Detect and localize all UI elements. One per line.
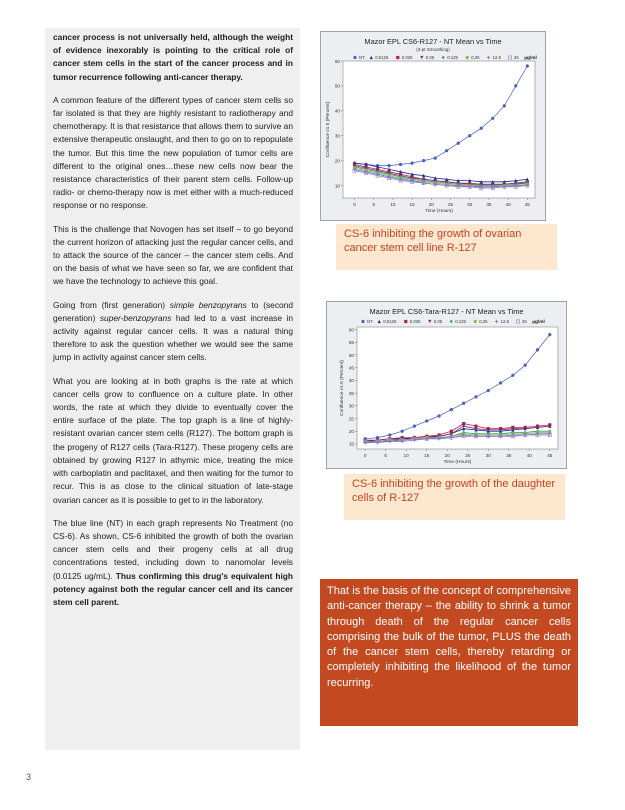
legend-marker: [370, 56, 373, 59]
y-tick-label: 45: [348, 365, 354, 371]
chart-tara-r127: [326, 301, 567, 469]
data-point: [524, 364, 527, 367]
data-point: [487, 389, 490, 392]
y-axis-label: Confluence v1.5 (Percent): [326, 101, 331, 158]
x-tick-label: 0: [353, 202, 356, 207]
y-tick-label: 25: [348, 416, 354, 422]
data-point: [491, 117, 494, 120]
legend-marker: [404, 320, 407, 323]
legend-marker: [353, 56, 356, 59]
legend-marker: [396, 56, 399, 59]
legend-label: 0.125: [455, 319, 466, 324]
data-point: [399, 163, 402, 166]
data-point: [413, 425, 416, 428]
y-tick-label: 15: [348, 441, 354, 447]
text-run: to (second generation): [53, 299, 293, 323]
plot-area: [343, 61, 535, 198]
x-tick-label: 0: [363, 453, 367, 458]
chart-title: Mazor EPL CS6-Tara-R127 - NT Mean vs Time: [369, 307, 524, 316]
legend-label: 0.0125: [383, 319, 397, 324]
body-paragraph: A common feature of the different types of cancer stem cells so far isolated is that they are highly resistant to radiotherapy and chemotherapy. It is that resistance that allows them to survive an extensive therapeutic onslaught, and then to go on to repopulate the tumor. But this time the new population of tumor cells are different to the original ones…these new cells now bear the resistance characteristics of their parent stem cells. Follow-up radio- or chemo-therapy now is met either with a much-reduced response or no response.: [53, 94, 293, 211]
x-tick-label: 5: [384, 453, 387, 458]
y-tick-label: 40: [334, 108, 340, 114]
data-point: [388, 433, 391, 436]
x-tick-label: 35: [486, 202, 492, 207]
data-point: [387, 164, 390, 167]
legend-label: 0.0125: [375, 55, 389, 60]
legend-label: NT: [359, 55, 365, 60]
data-point: [445, 149, 448, 152]
data-point: [548, 333, 551, 336]
data-point: [511, 374, 514, 377]
chart-caption-r127: CS-6 inhibiting the growth of ovarian cancer stem cell line R-127: [336, 224, 557, 270]
y-tick-label: 50: [348, 352, 354, 358]
legend-unit: µg/ml: [532, 320, 545, 325]
text-run: Going from (first generation): [53, 299, 170, 310]
x-tick-label: 20: [428, 202, 434, 207]
plot-area: [357, 327, 558, 449]
y-tick-label: 20: [348, 429, 354, 435]
legend-label: 25: [514, 55, 519, 60]
data-point: [457, 142, 460, 145]
y-tick-label: 30: [334, 133, 340, 139]
legend-marker: [428, 320, 431, 323]
body-paragraph: cancer process is not universally held, although the weight of evidence inexorably is pointing to the critical role of cancer stem cells in the start of the cancer process and in tumor recurrence following anti-cancer therapy.: [53, 32, 293, 82]
chart-svg: [321, 32, 545, 220]
body-paragraph: What you are looking at in both graphs is the rate at which cancer cells grow to confluence on a culture plate. In other words, the rate at which they divide to eventually cover the entire surface of the plate. The top graph is a line of highly-resistant ovarian cancer stem cells (R127). The bottom graph is the progeny of R127 cells (Tara-R127). These progeny cells are obtained by growing R127 in athymic mice, treating the mice with carboplatin and paclitaxel, and then waiting for the tumor to recur. This is as close to the clinical situation of late-stage ovarian cancer as it is possible to get to in the laboratory.: [53, 375, 293, 505]
data-point: [434, 157, 437, 160]
legend-marker: [466, 56, 469, 59]
body-paragraph-benzopyrans: [53, 299, 293, 365]
body-text-column: [45, 28, 300, 750]
x-tick-label: 35: [506, 453, 512, 458]
x-tick-label: 40: [526, 453, 532, 458]
page-number: 3: [26, 772, 32, 782]
data-point: [425, 419, 428, 422]
data-point: [499, 381, 502, 384]
y-tick-label: 55: [348, 340, 354, 346]
legend-marker: [378, 320, 381, 323]
y-tick-label: 30: [348, 403, 354, 409]
y-axis-label: Confluence v1.5 (Percent): [340, 360, 345, 416]
x-tick-label: 10: [403, 453, 409, 458]
x-tick-label: 40: [505, 202, 511, 207]
data-point: [462, 402, 465, 405]
y-tick-label: 10: [334, 183, 340, 189]
legend-label: 0.125: [447, 55, 458, 60]
x-tick-label: 15: [409, 202, 415, 207]
x-axis-label: Time (Hours): [443, 460, 472, 465]
data-point: [411, 162, 414, 165]
y-tick-label: 50: [334, 83, 340, 89]
legend-marker: [508, 56, 511, 59]
legend-label: 0.025: [409, 319, 421, 324]
chart-subtitle: (3-pt Smoothing): [416, 47, 450, 52]
data-point: [468, 134, 471, 137]
text-run: The blue line (NT) in each graph represents No Treatment (no CS-6). As shown, CS-6 inhibited the growth of both the ovarian cancer stem cells and their progeny cells at all drug concentrations tested, including down to nanomolar levels (0.0125 ug/mL).: [53, 517, 293, 581]
x-tick-label: 25: [465, 453, 471, 458]
x-tick-label: 10: [390, 202, 396, 207]
data-point: [503, 104, 506, 107]
legend-marker: [487, 56, 490, 59]
chart-caption-tara-r127: CS-6 inhibiting the growth of the daughter cells of R-127: [344, 474, 565, 520]
legend-marker: [442, 56, 445, 59]
legend-label: 12.5: [500, 319, 509, 324]
legend-label: 25: [522, 319, 527, 324]
legend-marker: [361, 320, 364, 323]
y-tick-label: 60: [334, 58, 340, 64]
text-run: had led to a vast increase in activity against regular cancer cells. It was a natural thing therefore to ask the question whether we would see the same jump in activity against cancer stem cells.: [53, 312, 293, 363]
legend-label: 0.25: [479, 319, 488, 324]
legend-marker: [495, 320, 498, 323]
legend-marker: [474, 320, 477, 323]
italic-term: simple benzopyrans: [169, 299, 247, 310]
legend-marker: [420, 56, 423, 59]
chart-r127: [320, 31, 546, 221]
x-tick-label: 20: [444, 453, 450, 458]
body-paragraph: This is the challenge that Novogen has set itself – to go beyond the current horizon of attacking just the regular cancer cells, and to attack the source of the cancer – the cancer stem cells. And on the basis of what we have seen so far, we are confident that we have the technology to achieve this goal.: [53, 223, 293, 287]
data-point: [437, 414, 440, 417]
x-tick-label: 15: [424, 453, 430, 458]
legend-label: 12.5: [492, 55, 501, 60]
y-tick-label: 35: [348, 390, 354, 396]
data-point: [422, 159, 425, 162]
legend-marker: [450, 320, 453, 323]
x-tick-label: 45: [524, 202, 530, 207]
legend-unit: µg/ml: [524, 56, 537, 61]
x-tick-label: 5: [372, 202, 376, 207]
y-tick-label: 40: [348, 378, 354, 384]
callout-box: That is the basis of the concept of comprehensive anti-cancer therapy – the ability to shrink a tumor through death of the regular cancer cells comprising the bulk of the tumor, PLUS the death of the cancer stem cells, thereby retarding or completely inhibiting the likelihood of the tumor recurring.: [320, 579, 578, 726]
legend-label: 0.25: [471, 55, 480, 60]
bold-conclusion: Thus confirming this drug's equivalent high potency against both the regular cancer cell and its cancer stem cell parent.: [53, 570, 294, 607]
legend-label: 0.05: [425, 55, 435, 60]
body-paragraph-nt: [53, 517, 293, 609]
data-point: [480, 127, 483, 130]
data-point: [536, 348, 539, 351]
legend-label: NT: [367, 319, 373, 324]
x-tick-label: 30: [467, 202, 473, 207]
y-tick-label: 60: [348, 327, 354, 333]
legend-label: 0.025: [401, 55, 413, 60]
data-point: [514, 84, 517, 87]
chart-title: Mazor EPL CS6-R127 - NT Mean vs Time: [364, 37, 502, 46]
data-point: [526, 64, 529, 67]
data-point: [450, 408, 453, 411]
italic-term: super-benzopyrans: [99, 312, 172, 323]
x-tick-label: 45: [547, 453, 553, 458]
legend-marker: [516, 320, 519, 323]
x-axis-label: Time (Hours): [425, 209, 453, 214]
x-tick-label: 25: [447, 202, 454, 207]
chart-svg: [327, 302, 566, 468]
legend-label: 0.05: [433, 319, 443, 324]
x-tick-label: 30: [485, 453, 491, 458]
data-point: [474, 395, 477, 398]
data-point: [401, 430, 404, 433]
y-tick-label: 20: [334, 158, 340, 164]
